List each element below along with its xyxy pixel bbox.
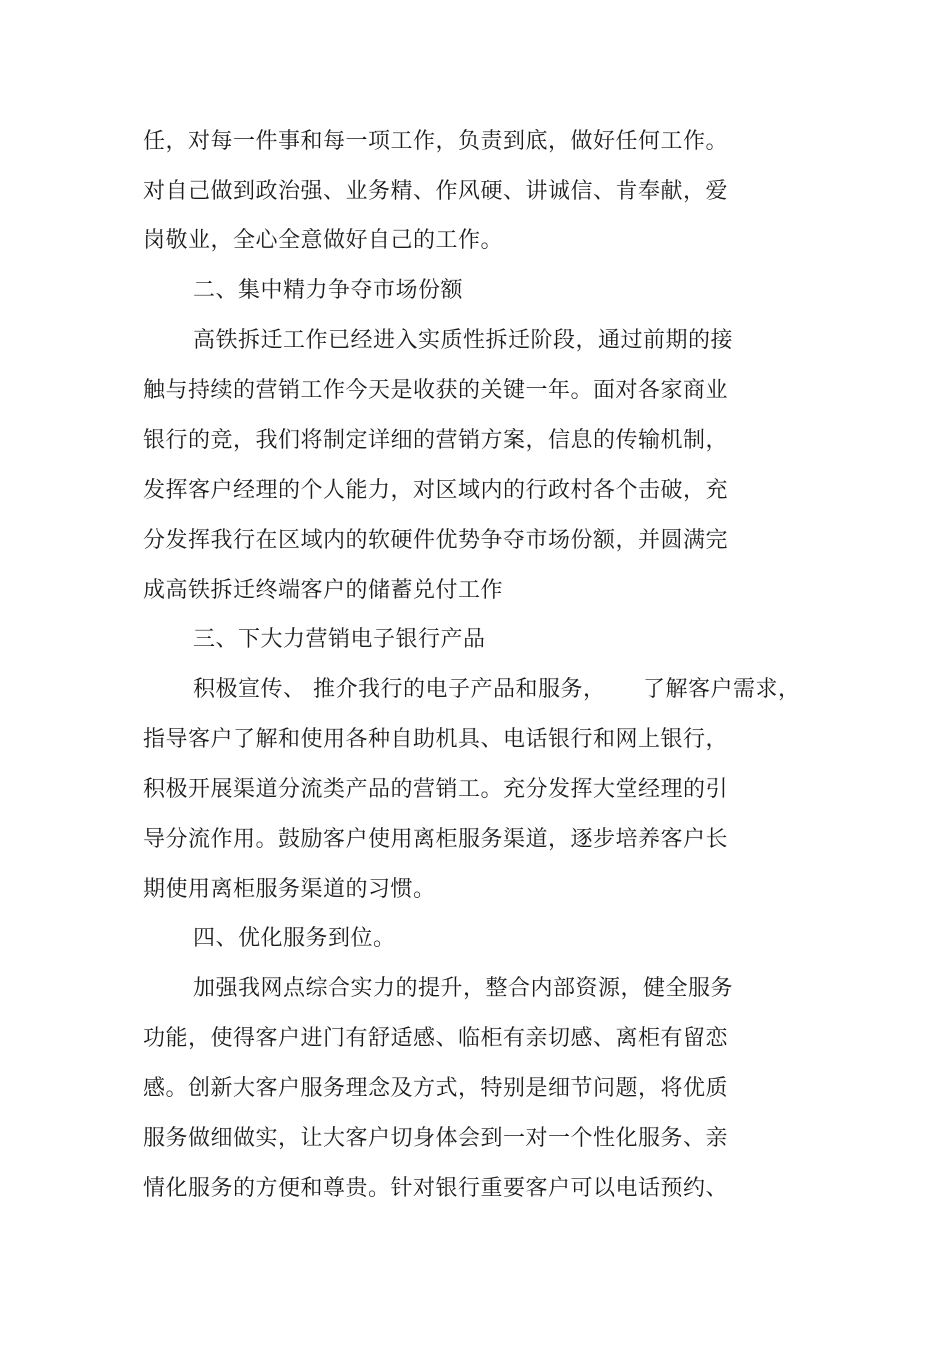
text-line: 加强我网点综合实力的提升，整合内部资源，健全服务 — [193, 976, 734, 1001]
text-line: 高铁拆迁工作已经进入实质性拆迁阶段，通过前期的接 — [193, 328, 734, 353]
text-line: 指导客户了解和使用各种自助机具、电话银行和网上银行， — [143, 727, 729, 752]
text-line: 分发挥我行在区域内的软硬件优势争夺市场份额，并圆满完 — [143, 528, 729, 553]
text-line: 积极开展渠道分流类产品的营销工。充分发挥大堂经理的引 — [143, 777, 729, 802]
text-line: 期使用离柜服务渠道的习惯。 — [143, 877, 436, 902]
text-line: 感。创新大客户服务理念及方式，特别是细节问题，将优质 — [143, 1076, 729, 1101]
text-line: 触与持续的营销工作今天是收获的关键一年。面对各家商业 — [143, 378, 729, 403]
section-heading: 四、优化服务到位。 — [193, 926, 396, 951]
text-line: 服务做细做实，让大客户切身体会到一对一个性化服务、亲 — [143, 1126, 729, 1151]
text-line: 导分流作用。鼓励客户使用离柜服务渠道，逐步培养客户长 — [143, 827, 729, 852]
section-heading: 二、集中精力争夺市场份额 — [193, 278, 464, 303]
text-line: 功能，使得客户进门有舒适感、临柜有亲切感、离柜有留恋 — [143, 1026, 729, 1051]
text-line: 情化服务的方便和尊贵。针对银行重要客户可以电话预约、 — [143, 1176, 729, 1201]
text-line: 任，对每一件事和每一项工作，负责到底，做好任何工作。 — [143, 129, 729, 154]
section-heading: 三、下大力营销电子银行产品 — [193, 627, 486, 652]
text-line: 银行的竞，我们将制定详细的营销方案，信息的传输机制， — [143, 428, 729, 453]
text-line: 成高铁拆迁终端客户的储蓄兑付工作 — [143, 578, 504, 603]
text-line: 岗敬业，全心全意做好自己的工作。 — [143, 228, 504, 253]
text-line: 积极宣传、 推介我行的电子产品和服务， 了解客户需求， — [193, 677, 801, 702]
text-line: 对自己做到政治强、业务精、作风硬、讲诚信、肯奉献，爱 — [143, 179, 729, 204]
text-line: 发挥客户经理的个人能力，对区域内的行政村各个击破，充 — [143, 478, 729, 503]
